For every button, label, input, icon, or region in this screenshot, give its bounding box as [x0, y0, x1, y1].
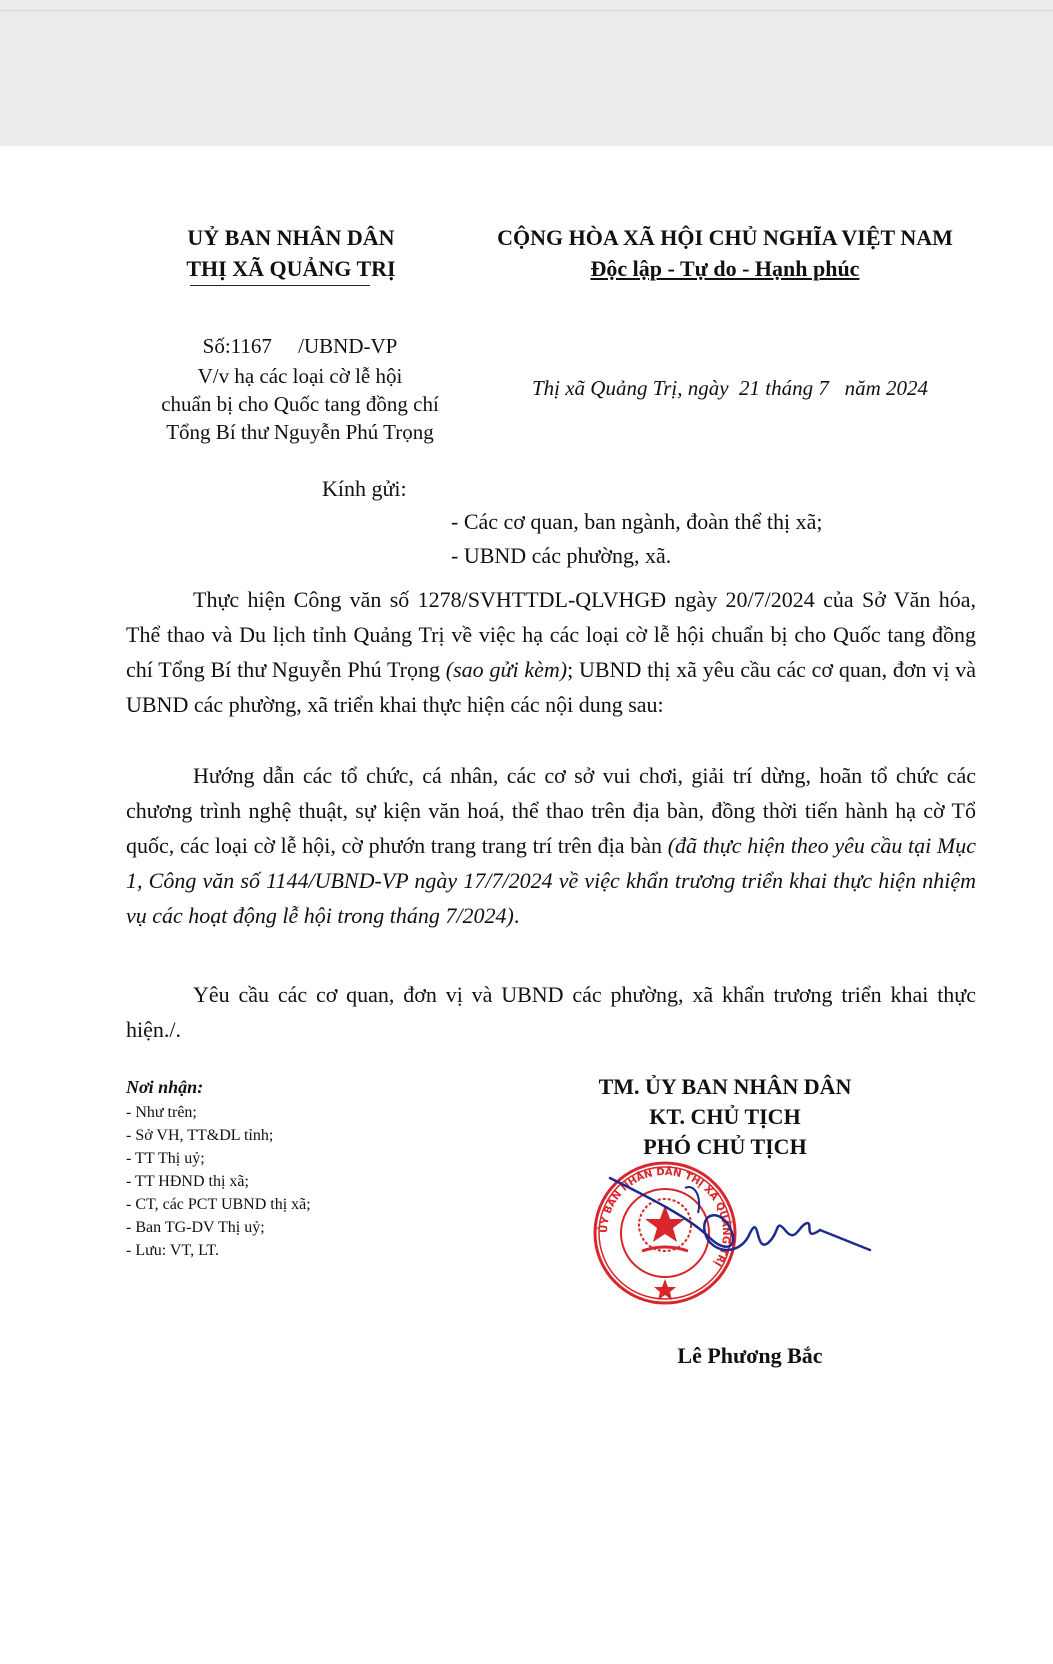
body-text-italic: (sao gửi kèm)	[445, 657, 568, 682]
recipients-list	[126, 1101, 311, 1262]
national-title: CỘNG HÒA XÃ HỘI CHỦ NGHĨA VIỆT NAM	[497, 225, 953, 250]
body-text: .	[513, 903, 520, 928]
seal-and-signature-graphic	[590, 1158, 880, 1308]
body-text: Thực hiện Công văn số 1278/SVHTTDL-QLVHGĐ ngày 20/7/2024 của Sở Văn hóa, Thể thao và Du lịch tỉnh Quảng Trị về việc hạ các loại cờ lễ hội chuẩn bị cho Quốc tang đồng chí Tổng Bí thư Nguyễn Phú Trọng	[126, 587, 976, 682]
recipients-title: Nơi nhận:	[126, 1077, 204, 1097]
signature-line-1: TM. ỦY BAN NHÂN DÂN	[598, 1074, 852, 1099]
body-text: Yêu cầu các cơ quan, đơn vị và UBND các phường, xã khẩn trương triển khai thực hiện./.	[126, 982, 976, 1042]
recipient-item: - Ban TG-DV Thị uỷ;	[126, 1219, 265, 1236]
body-paragraph-1	[126, 582, 976, 722]
issuer-line-2: THỊ XÃ QUẢNG TRỊ	[186, 256, 396, 281]
addressee-label: Kính gửi:	[322, 476, 407, 501]
subject-line: chuẩn bị cho Quốc tang đồng chí	[161, 392, 439, 416]
national-motto: Độc lập - Tự do - Hạnh phúc	[590, 256, 860, 281]
issuer-line-1: UỶ BAN NHÂN DÂN	[187, 225, 395, 250]
document-subject	[120, 362, 480, 446]
signature-line-3: PHÓ CHỦ TỊCH	[643, 1134, 807, 1159]
signer-name: Lê Phương Bắc	[677, 1343, 823, 1368]
recipient-item: - CT, các PCT UBND thị xã;	[126, 1196, 311, 1213]
body-paragraph-3	[126, 977, 976, 1047]
handwritten-signature	[610, 1178, 870, 1250]
signature-line-2: KT. CHỦ TỊCH	[649, 1104, 801, 1129]
top-bar-divider	[0, 10, 1053, 11]
subject-line: Tổng Bí thư Nguyễn Phú Trọng	[166, 420, 434, 444]
subject-line: V/v hạ các loại cờ lễ hội	[197, 364, 403, 388]
addressee-item: - UBND các phường, xã.	[451, 543, 672, 568]
issuer-underline	[190, 285, 370, 286]
viewer-top-bar	[0, 0, 1053, 146]
recipient-item: - Lưu: VT, LT.	[126, 1242, 219, 1259]
seal-text: ỦY BAN NHÂN DÂN THỊ XÃ QUẢNG TRỊ	[598, 1166, 732, 1268]
body-text: ; UBND thị xã yêu cầu các cơ quan, đơn vị và UBND các phường, xã triển khai thực hiện các nội dung sau:	[126, 657, 976, 717]
body-text-italic: (đã thực hiện theo yêu cầu tại Mục 1, Công văn số 1144/UBND-VP ngày 17/7/2024 về việc khẩn trương triển khai thực hiện nhiệm vụ các hoạt động lễ hội trong tháng 7/2024)	[126, 833, 976, 928]
place-and-date: Thị xã Quảng Trị, ngày 21 tháng 7 năm 2024	[531, 376, 929, 400]
recipient-item: - Như trên;	[126, 1104, 197, 1121]
addressee-item: - Các cơ quan, ban ngành, đoàn thể thị xã;	[451, 509, 823, 534]
body-text: Hướng dẫn các tổ chức, cá nhân, các cơ sở vui chơi, giải trí dừng, hoãn tổ chức các chương trình nghệ thuật, sự kiện văn hoá, thể thao trên địa bàn, đồng thời tiến hành hạ cờ Tổ quốc, các loại cờ lễ hội, cờ phướn trang trang trí trên địa bàn	[126, 763, 976, 858]
recipient-item: - TT Thị uỷ;	[126, 1150, 205, 1167]
official-seal	[590, 1158, 880, 1313]
document-number: Số:1167 /UBND-VP	[202, 334, 398, 358]
body-paragraph-2	[126, 758, 976, 933]
seal-star-icon	[645, 1205, 685, 1242]
recipient-item: - TT HĐND thị xã;	[126, 1173, 249, 1190]
recipient-item: - Sở VH, TT&DL tỉnh;	[126, 1127, 274, 1144]
